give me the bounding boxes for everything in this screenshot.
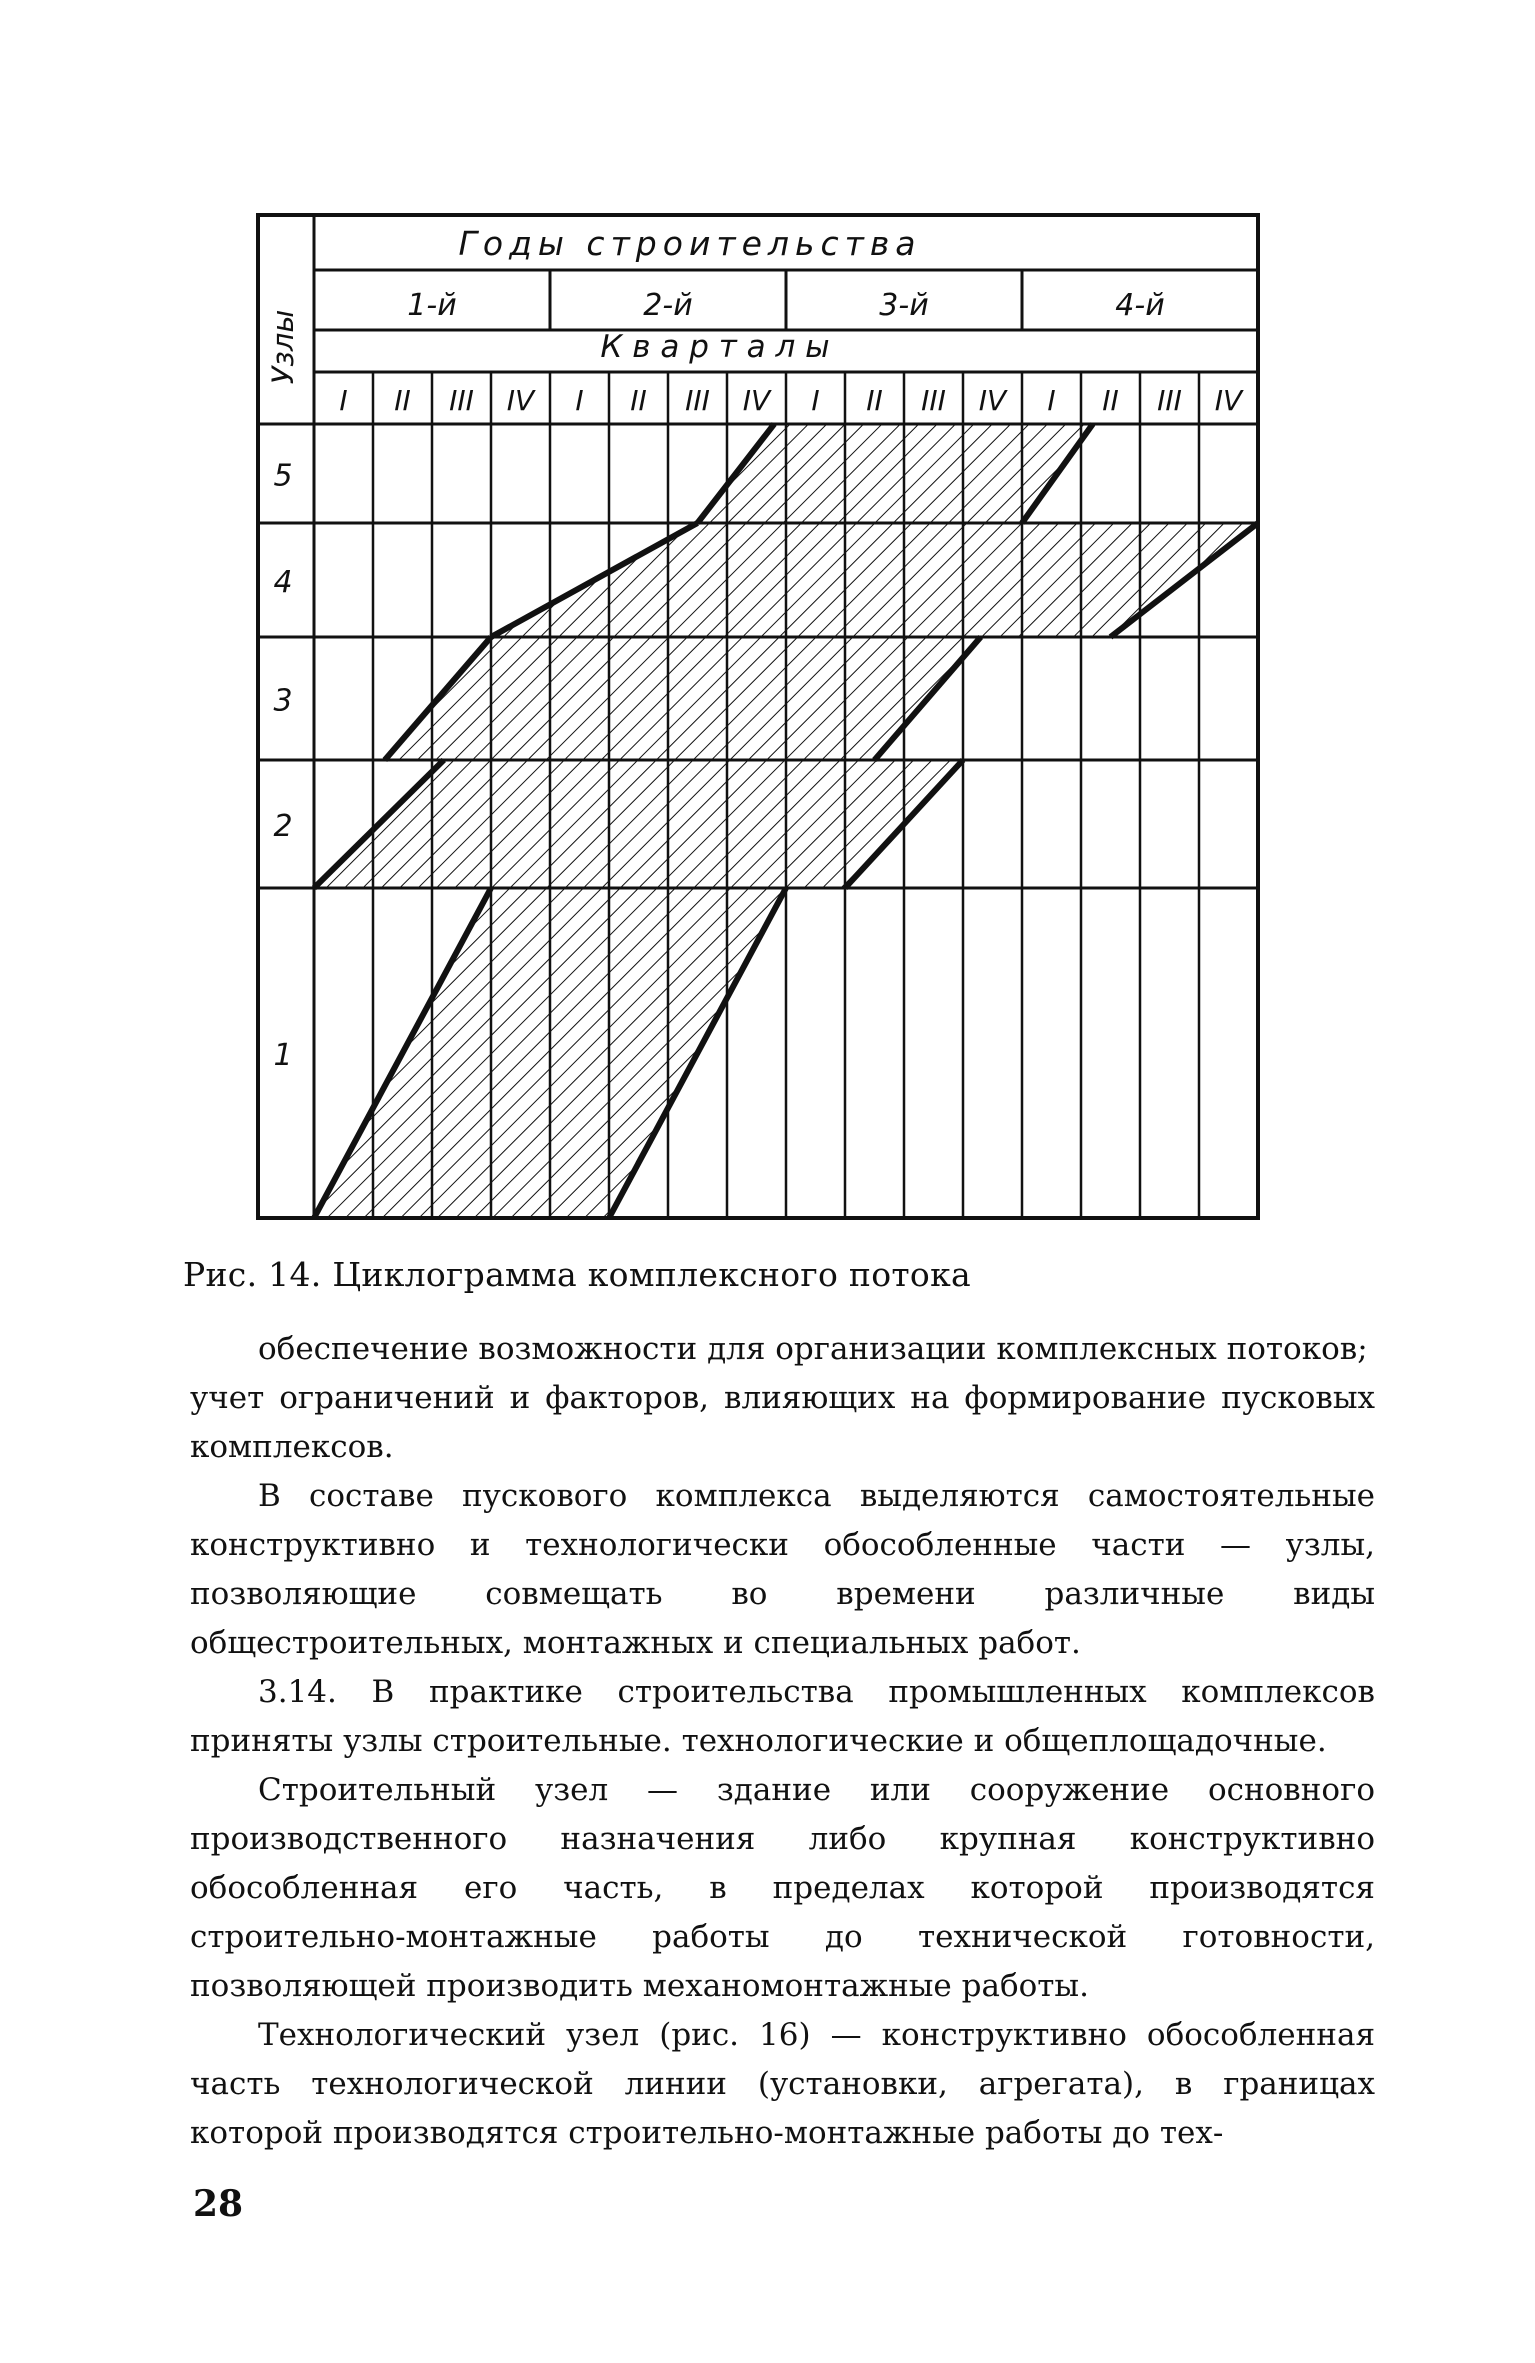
quarter-label: III [1157,384,1182,417]
quarter-label: III [685,384,710,417]
node-band-4 [491,523,1258,637]
year-label: 1-й [407,288,457,323]
nodes-axis-label: Узлы [266,309,300,385]
quarter-label: I [811,384,820,417]
years-header: Годы строительства [458,224,922,263]
quarter-label: III [921,384,946,417]
quarter-label: I [1047,384,1056,417]
paragraph: Технологический узел (рис. 16) — конструктивно обособленная часть технологической линии (установки, агрегата), в границах которой производятся строительно-монтажные работы до тех- [190,2017,1375,2151]
quarter-label: IV [506,384,535,417]
quarter-label: I [575,384,584,417]
quarter-label: II [1102,384,1119,417]
node-label: 4 [273,565,293,600]
node-label: 5 [273,458,293,494]
quarter-label: IV [1214,384,1243,417]
node-label: 2 [273,809,293,844]
quarter-label: I [339,384,348,417]
paragraph: Строительный узел — здание или сооружение основного производственного назначения либо крупная конструктивно обособленная его часть, в пределах которой производятся строительно-монтажные работы до технической готовности, позволяющей производить механомонтажные работы. [190,1772,1375,2004]
paragraph: учет ограничений и факторов, влияющих на формирование пусковых комплексов. [190,1380,1375,1465]
year-label: 4-й [1115,288,1165,323]
paragraph: 3.14. В практике строительства промышленных комплексов приняты узлы строительные. технологические и общеплощадочные. [190,1674,1375,1759]
quarter-label: II [866,384,883,417]
paragraph: обеспечение возможности для организации комплексных потоков; [258,1331,1368,1367]
year-label: 3-й [879,288,929,323]
quarter-label: II [394,384,411,417]
node-label: 3 [273,683,293,719]
quarter-label: IV [978,384,1007,417]
quarter-label: II [630,384,647,417]
quarters-header: К в а р т а л ы [600,329,830,365]
body-text [190,1325,1375,2158]
page-number: 28 [193,2183,244,2225]
figure-caption: Рис. 14. Циклограмма комплексного потока [183,1255,971,1294]
paragraph: В составе пускового комплекса выделяются самостоятельные конструктивно и технологически обособленные части — узлы, позволяющие совмещать во времени различные виды общестроительных, монтажных и специальных работ. [190,1478,1375,1661]
year-label: 2-й [643,288,693,323]
quarter-label: IV [742,384,771,417]
node-label: 1 [273,1038,293,1073]
quarter-label: III [449,384,474,417]
